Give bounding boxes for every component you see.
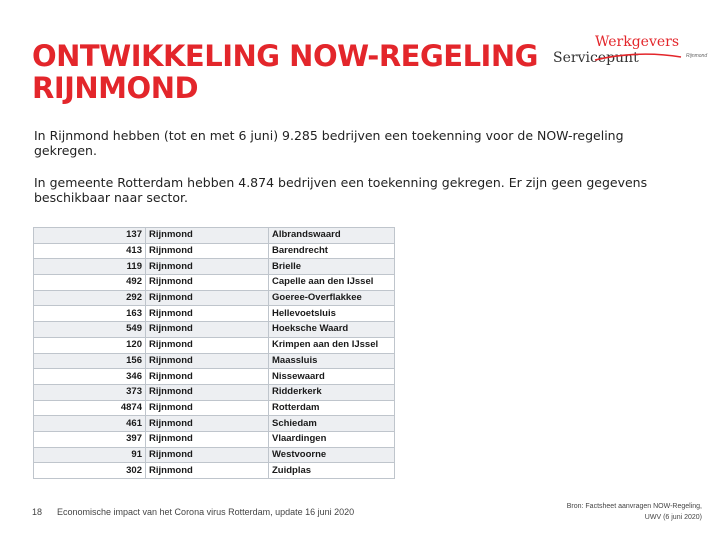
municipality-cell: Brielle [269, 259, 395, 275]
municipality-cell: Zuidplas [269, 463, 395, 479]
municipality-cell: Ridderkerk [269, 384, 395, 400]
count-cell: 549 [34, 322, 146, 338]
region-cell: Rijnmond [146, 243, 269, 259]
municipality-cell: Goeree-Overflakkee [269, 290, 395, 306]
count-cell: 137 [34, 228, 146, 244]
region-cell: Rijnmond [146, 416, 269, 432]
page-title [32, 40, 538, 104]
count-cell: 373 [34, 384, 146, 400]
source-line2: UWV (6 juni 2020) [644, 514, 702, 521]
table-row [34, 463, 395, 479]
region-cell: Rijnmond [146, 259, 269, 275]
region-cell: Rijnmond [146, 337, 269, 353]
municipality-cell: Krimpen aan den IJssel [269, 337, 395, 353]
region-cell: Rijnmond [146, 447, 269, 463]
region-cell: Rijnmond [146, 228, 269, 244]
municipality-cell: Capelle aan den IJssel [269, 275, 395, 291]
table-row [34, 243, 395, 259]
region-cell: Rijnmond [146, 431, 269, 447]
municipality-cell: Schiedam [269, 416, 395, 432]
page-title-line2: RIJNMOND [32, 71, 199, 105]
werkgevers-servicepunt-logo [553, 34, 713, 74]
municipality-cell: Hoeksche Waard [269, 322, 395, 338]
count-cell: 292 [34, 290, 146, 306]
count-cell: 119 [34, 259, 146, 275]
table-row [34, 353, 395, 369]
logo-text-servicepunt: Servicepunt [553, 50, 639, 66]
count-cell: 91 [34, 447, 146, 463]
table-row [34, 400, 395, 416]
region-cell: Rijnmond [146, 369, 269, 385]
region-cell: Rijnmond [146, 353, 269, 369]
count-cell: 302 [34, 463, 146, 479]
count-cell: 492 [34, 275, 146, 291]
table-row [34, 306, 395, 322]
table-row [34, 290, 395, 306]
table-row [34, 384, 395, 400]
page-number: 18 [32, 507, 43, 517]
table-body [34, 228, 395, 479]
table-row [34, 228, 395, 244]
table-row [34, 369, 395, 385]
table-row [34, 337, 395, 353]
logo-swoosh-icon [593, 52, 683, 62]
region-cell: Rijnmond [146, 322, 269, 338]
region-cell: Rijnmond [146, 400, 269, 416]
source-line1: Bron: Factsheet aanvragen NOW-Regeling, [566, 503, 702, 510]
count-cell: 397 [34, 431, 146, 447]
now-toekenningen-table [33, 227, 395, 479]
table-row [34, 431, 395, 447]
source-note [540, 501, 702, 523]
municipality-cell: Barendrecht [269, 243, 395, 259]
logo-text-rijnmond: Rijnmond [686, 53, 708, 59]
municipality-cell: Maassluis [269, 353, 395, 369]
logo-text-werkgevers: Werkgevers [595, 34, 680, 50]
count-cell: 461 [34, 416, 146, 432]
intro-paragraph-rotterdam: In gemeente Rotterdam hebben 4.874 bedrijven een toekenning gekregen. Er zijn geen gegevens beschikbaar naar sector. [34, 175, 648, 205]
footer-text: Economische impact van het Corona virus Rotterdam, update 16 juni 2020 [57, 507, 355, 517]
count-cell: 120 [34, 337, 146, 353]
intro-paragraph-rijnmond: In Rijnmond hebben (tot en met 6 juni) 9.285 bedrijven een toekenning voor de NOW-regeling gekregen. [34, 128, 624, 158]
municipality-cell: Westvoorne [269, 447, 395, 463]
count-cell: 156 [34, 353, 146, 369]
count-cell: 346 [34, 369, 146, 385]
count-cell: 4874 [34, 400, 146, 416]
page-title-line1: ONTWIKKELING NOW-REGELING [32, 39, 538, 73]
table-row [34, 259, 395, 275]
region-cell: Rijnmond [146, 463, 269, 479]
municipality-cell: Hellevoetsluis [269, 306, 395, 322]
municipality-cell: Nissewaard [269, 369, 395, 385]
region-cell: Rijnmond [146, 275, 269, 291]
region-cell: Rijnmond [146, 306, 269, 322]
region-cell: Rijnmond [146, 384, 269, 400]
count-cell: 163 [34, 306, 146, 322]
table-row [34, 275, 395, 291]
municipality-cell: Rotterdam [269, 400, 395, 416]
municipality-cell: Vlaardingen [269, 431, 395, 447]
table-row [34, 416, 395, 432]
municipality-cell: Albrandswaard [269, 228, 395, 244]
table-row [34, 322, 395, 338]
region-cell: Rijnmond [146, 290, 269, 306]
table-row [34, 447, 395, 463]
count-cell: 413 [34, 243, 146, 259]
